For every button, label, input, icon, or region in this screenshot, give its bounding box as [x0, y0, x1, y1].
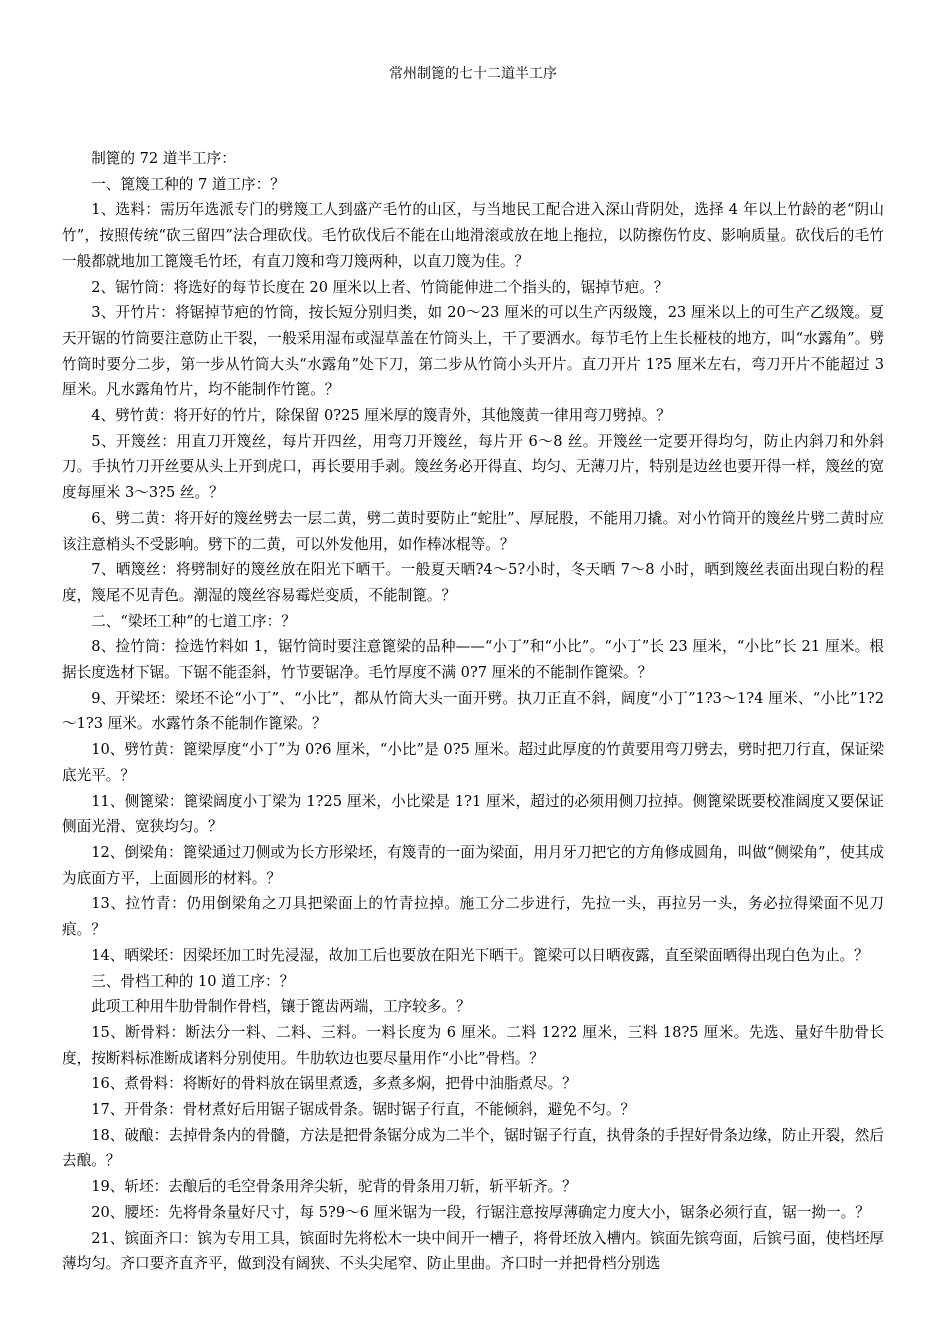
- paragraph: 17、开骨条：骨材煮好后用锯子锯成骨条。锯时锯子行直，不能倾斜，避免不匀。？: [91, 1101, 636, 1119]
- paragraph: 二、“梁坯工种”的七道工序：？: [91, 612, 296, 630]
- paragraph: 制篦的 72 道半工序：: [91, 150, 236, 167]
- paragraph: 20、腰坯：先将骨条量好尺寸，每 5?9～6 厘米锯为一段，行锯注意按厚薄确定力度大小，锯条必须行直，锯一拗一。？: [91, 1203, 870, 1221]
- paragraph: 13、拉竹青：仍用倒梁角之刀具把梁面上的竹青拉掉。施工分二步进行，先拉一头，再拉另一头，务必拉得梁面不见刀痕。？: [62, 895, 884, 939]
- paragraph: 4、劈竹黄：将开好的竹片，除保留 0?25 厘米厚的篾青外，其他篾黄一律用弯刀劈掉。？: [91, 407, 671, 425]
- paragraph: 10、劈竹黄：篦梁厚度“小丁”为 0?6 厘米，“小比”是 0?5 厘米。超过此厚度的竹黄要用弯刀劈去，劈时把刀行直，保证梁底光平。？: [62, 741, 884, 784]
- paragraph: 此项工种用牛肋骨制作骨档，镶于篦齿两端，工序较多。？: [91, 998, 471, 1016]
- paragraph: 15、断骨料：断法分一料、二料、三料。一料长度为 6 厘米。二料 12?2 厘米，三料 18?5 厘米。先选、量好牛肋骨长度，按断料标准断成诸料分别使用。牛肋软边也要尽量用作“小比”骨档。？: [62, 1023, 884, 1067]
- paragraph: 1、选料：需历年选派专门的劈篾工人到盛产毛竹的山区，与当地民工配合进入深山背阴处，选择 4 年以上竹龄的老“阴山竹”，按照传统“砍三留四”法合理砍伐。毛竹砍伐后不能在山地滑滚或放在地上拖拉，以防擦伤竹皮、影响质量。砍伐后的毛竹一般都就地加工篦篾毛竹坯，有直刀篾和弯刀篾两种，以直刀篾为佳。？: [62, 201, 884, 270]
- document-title: 常州制篦的七十二道半工序: [389, 66, 557, 82]
- paragraph: 8、捡竹筒：捡选竹料如 1，锯竹筒时要注意篦梁的品种——“小丁”和“小比”。“小丁”长 23 厘米，“小比”长 21 厘米。根据长度选材下锯。下锯不能歪斜，竹节要锯净。毛竹厚度不满 0?7 厘米的不能制作篦梁。？: [62, 638, 884, 682]
- paragraph: 5、开篾丝：用直刀开篾丝，每片开四丝，用弯刀开篾丝，每片开 6～8 丝。开篾丝一定要开得均匀，防止内斜刀和外斜刀。手执竹刀开丝要从头上开到虎口，再长要用手剥。篾丝务必开得直、均匀、无薄刀片，特别是边丝也要开得一样，篾丝的宽度每厘米 3～3?5 丝。？: [62, 432, 884, 502]
- paragraph: 2、锯竹筒：将选好的每节长度在 20 厘米以上者、竹筒能伸进二个指头的，锯掉节疤。？: [91, 278, 669, 296]
- paragraph: 三、骨档工种的 10 道工序：？: [91, 972, 295, 990]
- paragraph: 6、劈二黄：将开好的篾丝劈去一层二黄，劈二黄时要防止“蛇肚”、厚屁股，不能用刀撬。对小竹筒开的篾丝片劈二黄时应该注意梢头不受影响。劈下的二黄，可以外发他用，如作棒冰棍等。？: [62, 509, 884, 553]
- paragraph: 18、破酿：去掉骨条内的骨髓，方法是把骨条锯分成为二半个，锯时锯子行直，执骨条的手捏好骨条边缘，防止开裂，然后去酿。？: [62, 1126, 884, 1170]
- paragraph: 一、篦篾工种的 7 道工序：？: [91, 175, 285, 193]
- paragraph: 12、倒梁角：篦梁通过刀侧或为长方形梁坯，有篾青的一面为梁面，用月牙刀把它的方角修成圆角，叫做“侧梁角”，使其成为底面方平，上面圆形的材料。？: [62, 843, 884, 887]
- paragraph: 19、斩坯：去酿后的毛空骨条用斧尖斩，驼背的骨条用刀斩，斩平斩齐。？: [91, 1178, 577, 1196]
- paragraph: 16、煮骨料：将断好的骨料放在锅里煮透，多煮多焖，把骨中油脂煮尽。？: [91, 1075, 577, 1093]
- paragraph: 21、镔面齐口：镔为专用工具，镔面时先将松木一块中间开一槽子，将骨坯放入槽内。镔面先镔弯面，后镔弓面，使档坯厚薄均匀。齐口要齐直齐平，做到没有阔狭、不头尖尾窄、防止里曲。齐口时一并把骨档分别选: [62, 1229, 884, 1273]
- paragraph: 14、晒梁坯：因梁坯加工时先浸湿，故加工后也要放在阳光下晒干。篦梁可以日晒夜露，直至梁面晒得出现白色为止。？: [91, 946, 869, 964]
- paragraph: 3、开竹片：将锯掉节疤的竹筒，按长短分别归类，如 20～23 厘米的可以生产丙级篾，23 厘米以上的可生产乙级篾。夏天开锯的竹筒要注意防止干裂，一般采用湿布或湿草盖在竹筒头上，干了要洒水。每节毛竹上生长桠枝的地方，叫“水露角”。劈竹筒时要分二步，第一步从竹筒大头“水露角”处下刀，第二步从竹筒小头开片。直刀开片 1?5 厘米左右，弯刀开片不能超过 3 厘米。凡水露角竹片，均不能制作竹篦。？: [62, 304, 884, 399]
- paragraph: 11、侧篦梁：篦梁阔度小丁梁为 1?25 厘米，小比梁是 1?1 厘米，超过的必须用侧刀拉掉。侧篦梁既要校准阔度又要保证侧面光滑、宽狭均匀。？: [62, 792, 884, 836]
- paragraph: 9、开梁坯：梁坯不论“小丁”、“小比”，都从竹筒大头一面开劈。执刀正直不斜，阔度“小丁”1?3～1?4 厘米、“小比”1?2～1?3 厘米。水露竹条不能制作篦梁。？: [62, 689, 884, 733]
- paragraph: 7、晒篾丝：将劈制好的篾丝放在阳光下晒干。一般夏天晒?4～5?小时，冬天晒 7～8 小时，晒到篾丝表面出现白粉的程度，篾尾不见青色。潮湿的篾丝容易霉烂变质，不能制篦。？: [62, 561, 884, 604]
- document-body: [62, 146, 884, 1277]
